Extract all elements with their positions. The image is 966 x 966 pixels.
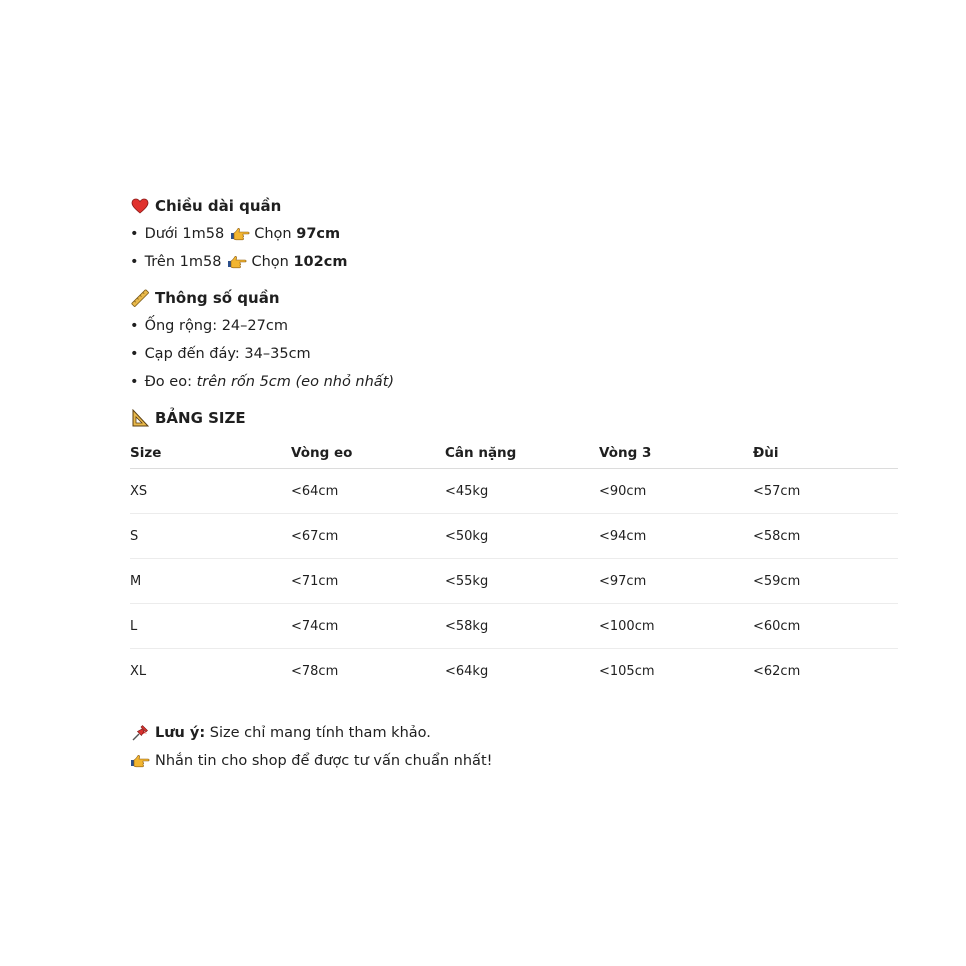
choose-label: Chọn [251,254,289,270]
ruler-icon [130,288,150,308]
column-header: Vòng eo [291,438,445,469]
table-cell: XL [130,663,147,679]
note-label: Lưu ý: [155,725,206,741]
size-table-heading-text: BẢNG SIZE [155,409,246,427]
table-cell: <78cm [291,663,339,679]
length-line-1-text: Dưới 1m58 [144,226,225,242]
table-cell: <45kg [445,469,599,514]
table-cell: <74cm [291,604,445,649]
notes [130,719,898,775]
length-value: 97cm [296,226,341,242]
spec-item: • Ống rộng: 24–27cm [130,312,898,340]
table-row [130,649,898,694]
specs-heading-text: Thông số quần [155,289,280,307]
table-cell: <62cm [753,663,801,679]
length-line-1: • Dưới 1m58 Chọn 97cm [130,220,898,248]
size-table-heading [130,404,898,432]
spec-item: • Đo eo: trên rốn 5cm (eo nhỏ nhất) [130,368,898,396]
column-header: Size [130,438,291,469]
pointing-hand-icon [130,751,150,771]
table-cell: <67cm [291,514,445,559]
spec-item-italic: trên rốn 5cm (eo nhỏ nhất) [196,374,395,390]
heart-icon [130,196,150,216]
spec-item: • Cạp đến đáy: 34–35cm [130,340,898,368]
size-guide [130,192,898,775]
table-cell: <105cm [599,663,655,679]
table-row [130,559,898,604]
table-cell: <55kg [445,559,599,604]
specs-heading [130,284,898,312]
table-cell: S [130,514,291,559]
table-cell: <71cm [291,559,445,604]
table-cell: L [130,604,291,649]
table-cell: <50kg [445,514,599,559]
column-header: Cân nặng [445,438,599,469]
contact-text: Nhắn tin cho shop để được tư vấn chuẩn nhất! [155,753,493,769]
column-header: Đùi [753,438,898,469]
table-cell: <64kg [445,663,489,679]
table-row [130,469,898,514]
table-cell: <94cm [599,514,753,559]
spec-item-text: Ống rộng: 24–27cm [144,318,288,334]
size-table [130,438,898,693]
length-heading [130,192,898,220]
note-line [130,719,898,747]
pointing-hand-icon [227,252,247,272]
table-cell: <57cm [753,469,898,514]
table-cell: <60cm [753,604,898,649]
choose-label: Chọn [254,226,292,242]
table-cell: <100cm [599,604,753,649]
table-row [130,604,898,649]
pointing-hand-icon [230,224,250,244]
length-value: 102cm [293,254,348,270]
length-line-2-text: Trên 1m58 [144,254,222,270]
pushpin-icon [130,723,150,743]
column-header: Vòng 3 [599,438,753,469]
table-row [130,514,898,559]
note-text: Size chỉ mang tính tham khảo. [205,725,431,741]
table-cell: XS [130,469,291,514]
triangular-ruler-icon [130,408,150,428]
spec-item-text: Cạp đến đáy: 34–35cm [144,346,311,362]
table-cell: M [130,559,291,604]
table-header-row [130,438,898,469]
table-cell: <97cm [599,559,753,604]
spec-item-label: Đo eo: [144,374,197,390]
table-cell: <64cm [291,469,445,514]
contact-line [130,747,898,775]
table-cell: <58cm [753,514,898,559]
length-line-2: • Trên 1m58 Chọn 102cm [130,248,898,276]
table-cell: <90cm [599,469,753,514]
length-heading-text: Chiều dài quần [155,197,282,215]
table-cell: <58kg [445,604,599,649]
table-cell: <59cm [753,559,898,604]
